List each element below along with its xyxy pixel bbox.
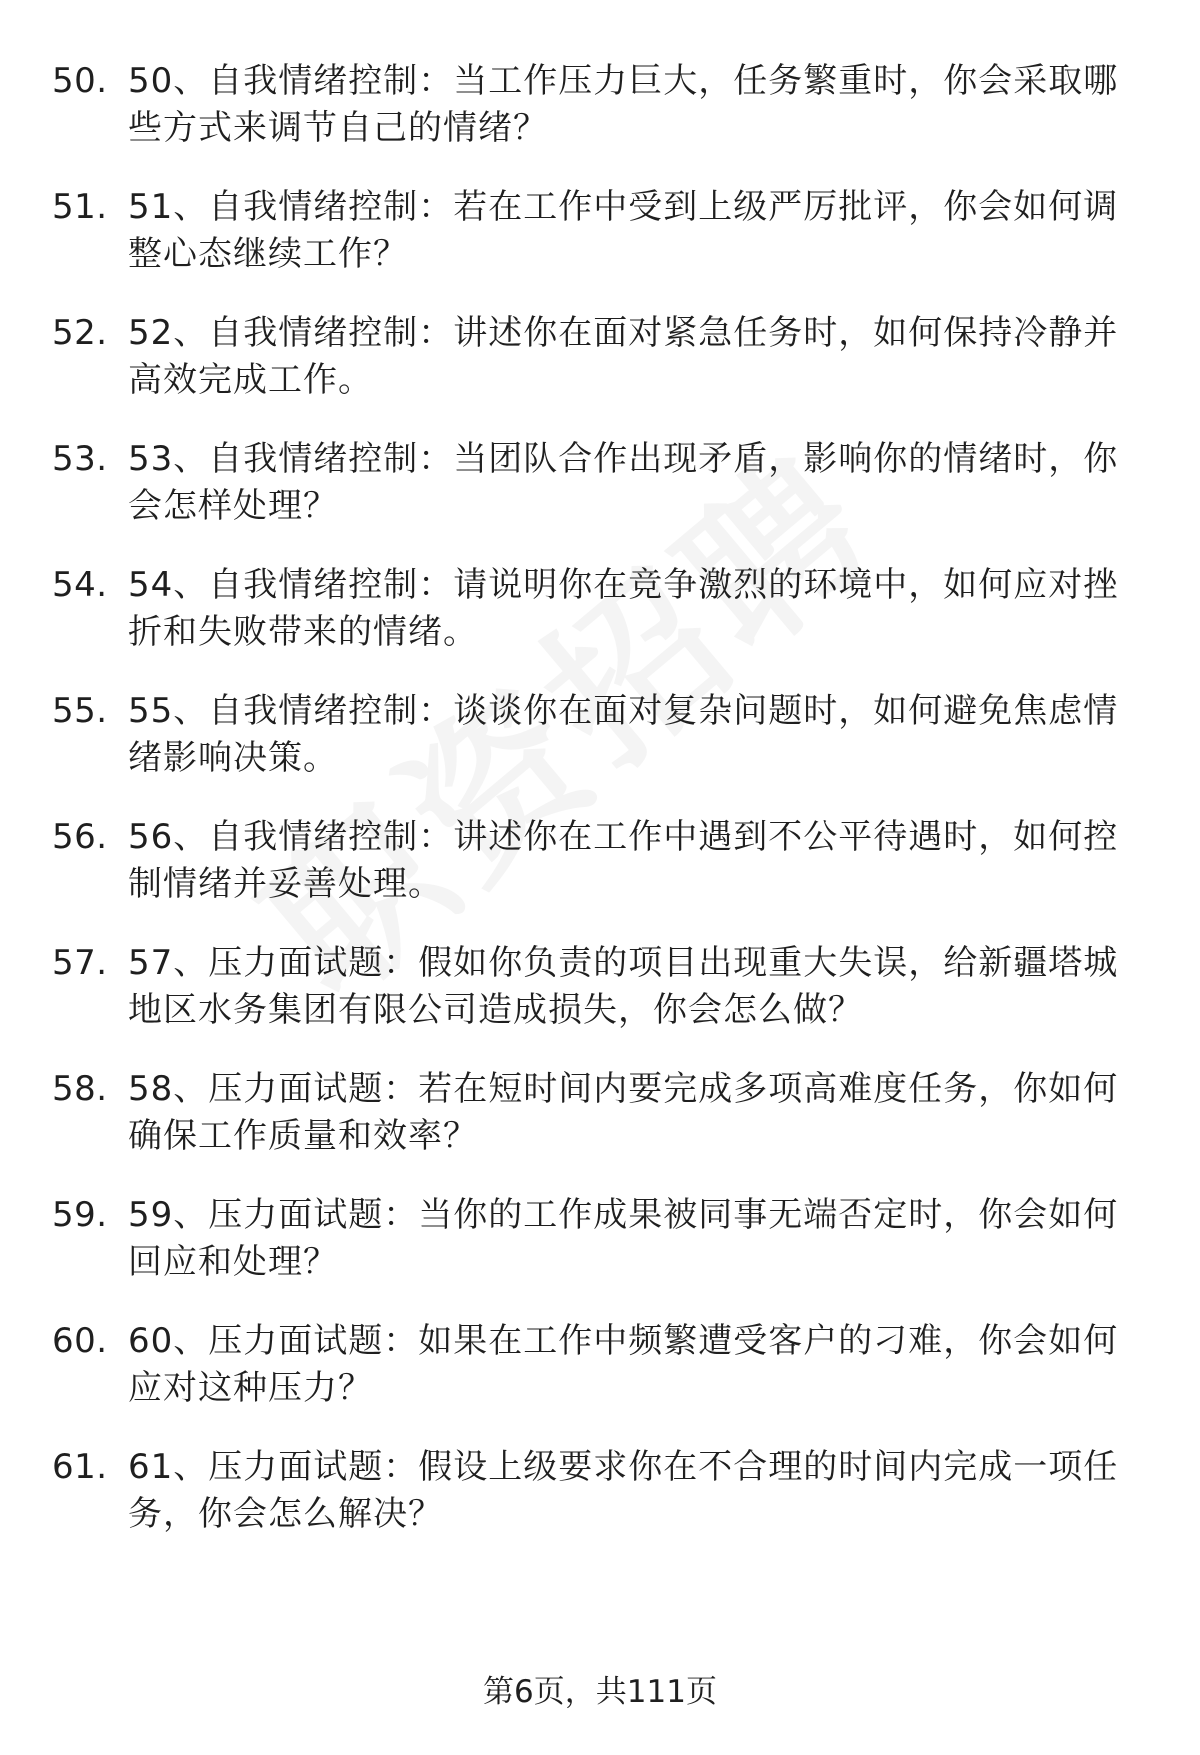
- question-text: 60、压力面试题：如果在工作中频繁遭受客户的刁难，你会如何应对这种压力？: [128, 1321, 1119, 1408]
- question-number: 60.: [52, 1321, 108, 1361]
- question-text: 53、自我情绪控制：当团队合作出现矛盾，影响你的情绪时，你会怎样处理？: [128, 439, 1119, 526]
- question-number: 55.: [52, 691, 108, 731]
- question-text: 59、压力面试题：当你的工作成果被同事无端否定时，你会如何回应和处理？: [128, 1195, 1119, 1282]
- question-number: 53.: [52, 439, 108, 479]
- list-item: [52, 940, 1152, 1034]
- question-text: 56、自我情绪控制：讲述你在工作中遇到不公平待遇时，如何控制情绪并妥善处理。: [128, 817, 1119, 904]
- question-number: 52.: [52, 313, 108, 353]
- list-item: [52, 688, 1152, 782]
- question-number: 56.: [52, 817, 108, 857]
- list-item: [52, 814, 1152, 908]
- list-item: [52, 1318, 1152, 1412]
- question-text: 58、压力面试题：若在短时间内要完成多项高难度任务，你如何确保工作质量和效率？: [128, 1069, 1119, 1156]
- page-number-footer: 第6页，共111页: [483, 1674, 717, 1710]
- question-text: 52、自我情绪控制：讲述你在面对紧急任务时，如何保持冷静并高效完成工作。: [128, 313, 1119, 400]
- question-list: [52, 58, 1152, 1570]
- question-text: 57、压力面试题：假如你负责的项目出现重大失误，给新疆塔城地区水务集团有限公司造成损失，你会怎么做？: [128, 943, 1119, 1030]
- question-number: 54.: [52, 565, 108, 605]
- list-item: [52, 1066, 1152, 1160]
- list-item: [52, 184, 1152, 278]
- question-text: 54、自我情绪控制：请说明你在竞争激烈的环境中，如何应对挫折和失败带来的情绪。: [128, 565, 1119, 652]
- question-number: 61.: [52, 1447, 108, 1487]
- question-number: 59.: [52, 1195, 108, 1235]
- question-text: 51、自我情绪控制：若在工作中受到上级严厉批评，你会如何调整心态继续工作？: [128, 187, 1119, 274]
- list-item: [52, 562, 1152, 656]
- question-number: 51.: [52, 187, 108, 227]
- list-item: [52, 436, 1152, 530]
- question-text: 61、压力面试题：假设上级要求你在不合理的时间内完成一项任务，你会怎么解决？: [128, 1447, 1119, 1534]
- list-item: [52, 1444, 1152, 1538]
- list-item: [52, 1192, 1152, 1286]
- question-number: 57.: [52, 943, 108, 983]
- list-item: [52, 58, 1152, 152]
- question-number: 50.: [52, 61, 108, 101]
- question-number: 58.: [52, 1069, 108, 1109]
- list-item: [52, 310, 1152, 404]
- question-text: 55、自我情绪控制：谈谈你在面对复杂问题时，如何避免焦虑情绪影响决策。: [128, 691, 1119, 778]
- question-text: 50、自我情绪控制：当工作压力巨大，任务繁重时，你会采取哪些方式来调节自己的情绪？: [128, 61, 1119, 148]
